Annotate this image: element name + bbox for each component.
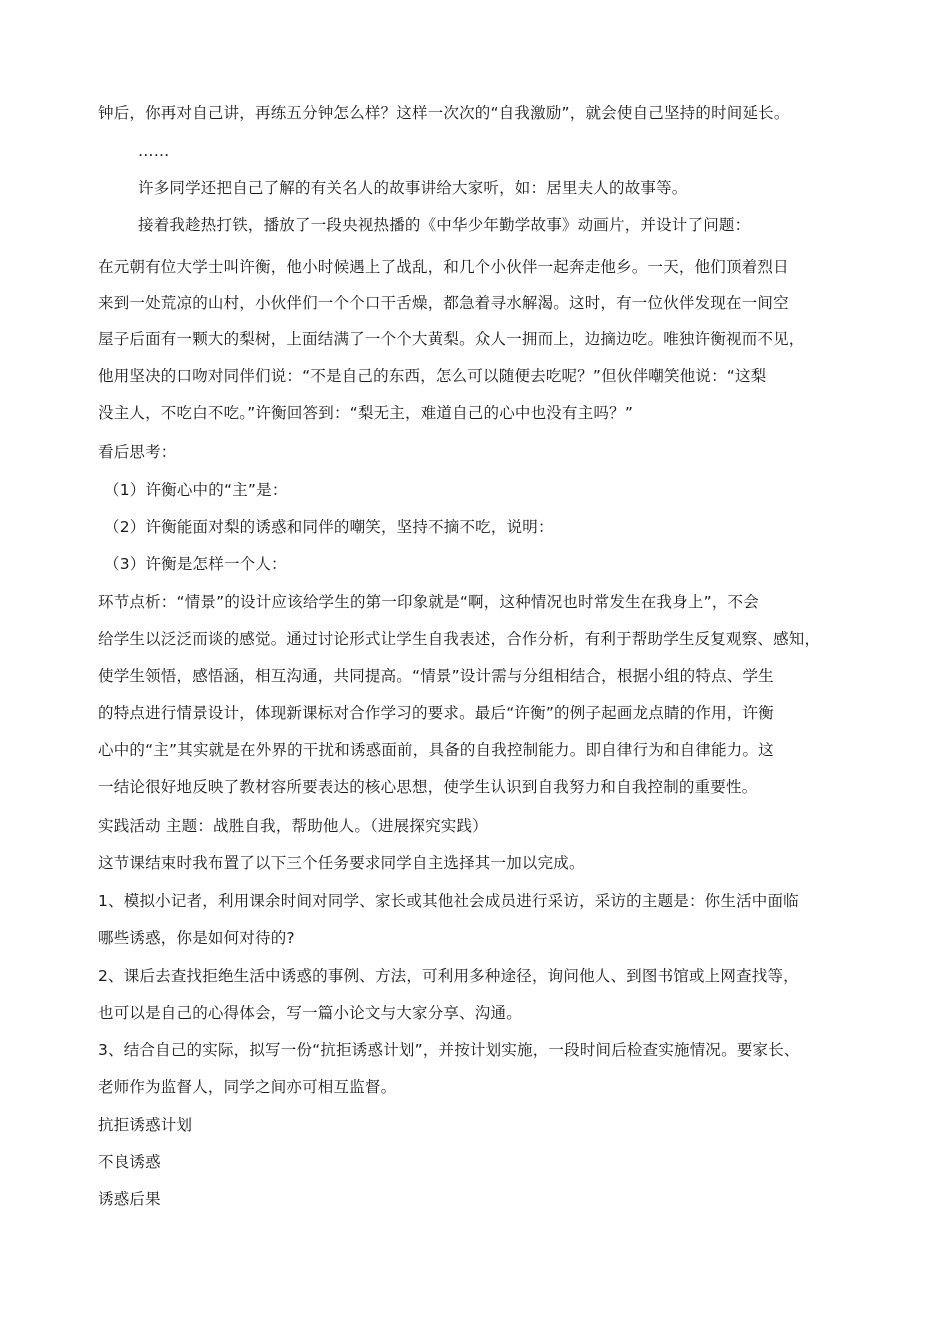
plan-title: 抗拒诱惑计划: [98, 1116, 193, 1134]
task-line: 1、模拟小记者，利用课余时间对同学、家长或其他社会成员进行采访，采访的主题是：你生活中面临: [98, 892, 799, 910]
analysis-line: 心中的“主”其实就是在外界的干扰和诱惑面前，具备的自我控制能力。即自律行为和自律能力。这: [98, 741, 774, 759]
plan-row-label: 诱惑后果: [98, 1190, 161, 1208]
story-line: 他用坚决的口吻对同伴们说：“不是自己的东西，怎么可以随便去吃呢？”但伙伴嘲笑他说：“这梨: [98, 367, 767, 385]
task-line: 老师作为监督人，同学之间亦可相互监督。: [98, 1078, 397, 1096]
paragraph-line: 许多同学还把自己了解的有关名人的故事讲给大家听，如：居里夫人的故事等。: [138, 179, 688, 197]
section-heading: 看后思考：: [98, 443, 177, 461]
task-line: 3、结合自己的实际，拟写一份“抗拒诱惑计划”，并按计划实施，一段时间后检查实施情况。要家长、: [98, 1041, 800, 1059]
analysis-line: 给学生以泛泛而谈的感觉。通过讨论形式让学生自我表述，合作分析，有利于帮助学生反复观察、感知，: [98, 630, 821, 648]
analysis-line: 一结论很好地反映了教材容所要表达的核心思想，使学生认识到自我努力和自我控制的重要性。: [98, 778, 758, 796]
story-line: 在元朝有位大学士叫许衡，他小时候遇上了战乱，和几个小伙伴一起奔走他乡。一天，他们顶着烈日: [98, 258, 789, 276]
story-line: 屋子后面有一颗大的梨树，上面结满了一个个大黄梨。众人一拥而上，边摘边吃。唯独许衡视而不见，: [98, 330, 805, 348]
paragraph-line: 接着我趁热打铁，播放了一段央视热播的《中华少年勤学故事》动画片，并设计了问题：: [138, 216, 751, 234]
task-line: 哪些诱惑，你是如何对待的?: [98, 929, 295, 947]
story-line: 没主人，不吃白不吃。”许衡回答到：“梨无主，难道自己的心中也没有主吗？”: [98, 404, 634, 422]
activity-heading: 实践活动 主题：战胜自我，帮助他人。（进展探究实践）: [98, 817, 488, 835]
analysis-line: 的特点进行情景设计，体现新课标对合作学习的要求。最后“许衡”的例子起画龙点睛的作用，许衡: [98, 704, 774, 722]
paragraph-line: 这节课结束时我布置了以下三个任务要求同学自主选择其一加以完成。: [98, 854, 585, 872]
paragraph-line: 钟后，你再对自己讲，再练五分钟怎么样？这样一次次的“自我激励”，就会使自己坚持的时间延长。: [98, 104, 790, 122]
analysis-line: 使学生领悟，感悟涵，相互沟通，共同提高。“情景”设计需与分组相结合，根据小组的特点、学生: [98, 667, 774, 685]
story-line: 来到一处荒凉的山村，小伙伴们一个个口干舌燥，都急着寻水解渴。这时，有一位伙伴发现在一间空: [98, 294, 789, 312]
question-item: （1）许衡心中的“主”是：: [104, 481, 288, 499]
ellipsis-line: ……: [138, 142, 170, 160]
task-line: 2、课后去查找拒绝生活中诱惑的事例、方法，可利用多种途径，询问他人、到图书馆或上网查找等，: [98, 967, 799, 985]
analysis-line: 环节点析：“情景”的设计应该给学生的第一印象就是“啊，这种情况也时常发生在我身上”，不会: [98, 593, 759, 611]
question-item: （3）许衡是怎样一个人：: [104, 555, 287, 573]
task-line: 也可以是自己的心得体会，写一篇小论文与大家分享、沟通。: [98, 1004, 522, 1022]
plan-row-label: 不良诱惑: [98, 1153, 161, 1171]
question-item: （2）许衡能面对梨的诱惑和同伴的嘲笑，坚持不摘不吃，说明：: [104, 518, 554, 536]
